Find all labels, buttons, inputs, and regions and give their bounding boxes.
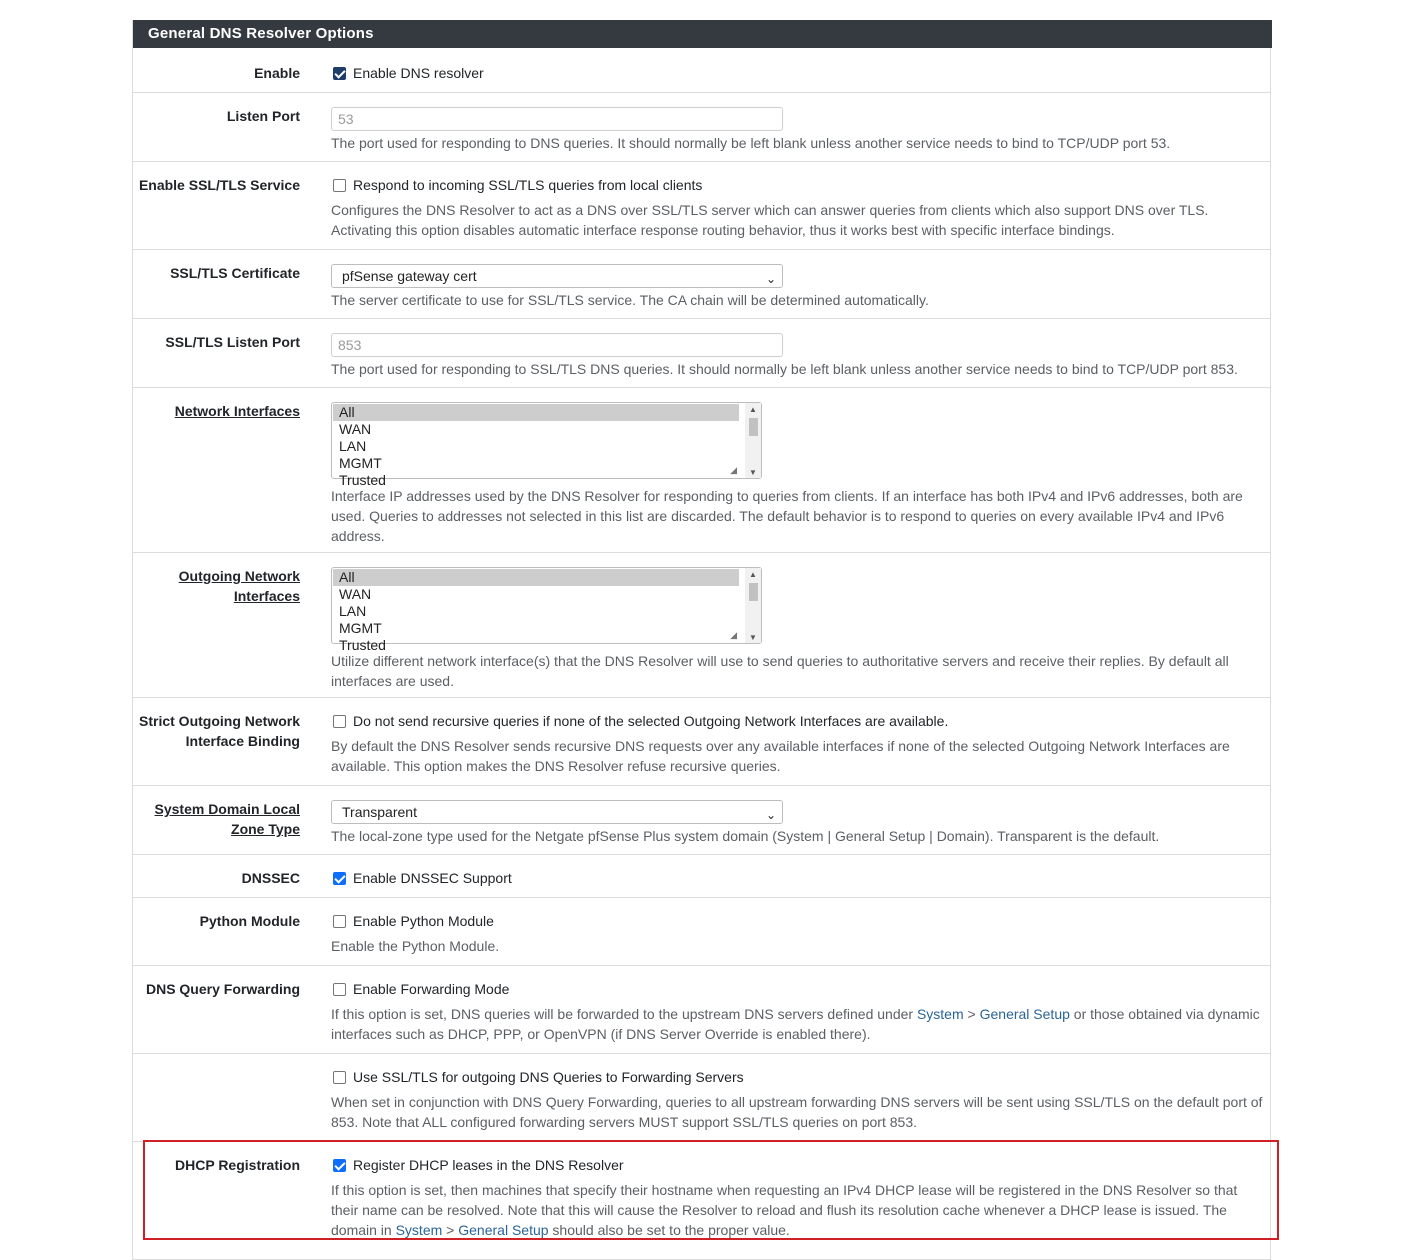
scroll-down-icon[interactable]: ▼ xyxy=(749,468,757,477)
zone-type-help: The local-zone type used for the Netgate pfSense Plus system domain (System | General Setup | Domain). Transparent is the default. xyxy=(331,828,1160,844)
system-link[interactable]: System xyxy=(916,1006,964,1022)
label-network-interfaces: Network Interfaces xyxy=(174,403,300,419)
chevron-down-icon: ⌄ xyxy=(765,808,776,822)
selected-value: pfSense gateway cert xyxy=(342,268,477,284)
ssl-cert-select[interactable] xyxy=(331,264,783,288)
row-enable xyxy=(133,48,1270,93)
label-dhcp-registration: DHCP Registration xyxy=(175,1157,300,1173)
selected-value: Transparent xyxy=(342,804,417,820)
list-item[interactable]: Trusted xyxy=(339,637,386,653)
checkbox-box[interactable] xyxy=(333,915,346,928)
listen-port-input[interactable]: 53 xyxy=(331,107,783,131)
network-interfaces-help: Interface IP addresses used by the DNS Resolver for responding to queries from clients. If an interface has both IPv4 and IPv6 addresses, both are used. Queries to addresses not selected in this list are discarded. The default behavior is to respond to queries on every available IPv4 and IPv6 address. xyxy=(331,488,1243,544)
checkbox-label: Enable Python Module xyxy=(353,913,494,929)
checkbox-label: Enable Forwarding Mode xyxy=(353,981,510,997)
ssl-service-checkbox[interactable] xyxy=(331,175,1263,195)
row-query-forwarding xyxy=(133,966,1270,1054)
label-ssl-cert: SSL/TLS Certificate xyxy=(170,265,300,281)
label-enable: Enable xyxy=(254,65,300,81)
label-python-module: Python Module xyxy=(199,913,300,929)
strict-binding-checkbox[interactable] xyxy=(331,711,1263,731)
scroll-thumb[interactable] xyxy=(749,583,758,601)
row-network-interfaces xyxy=(133,388,1270,553)
label-zone-type: System Domain Local Zone Type xyxy=(154,801,300,837)
checkbox-label: Respond to incoming SSL/TLS queries from local clients xyxy=(353,177,703,193)
checkbox-label: Register DHCP leases in the DNS Resolver xyxy=(353,1157,624,1173)
listen-port-help: The port used for responding to DNS queries. It should normally be left blank unless another service needs to bind to TCP/UDP port 53. xyxy=(331,135,1171,151)
general-setup-link[interactable]: General Setup xyxy=(458,1222,549,1238)
forwarding-tls-checkbox[interactable] xyxy=(331,1067,1263,1087)
label-dnssec: DNSSEC xyxy=(241,870,300,886)
row-ssl-cert xyxy=(133,250,1270,319)
row-ssl-port xyxy=(133,319,1270,388)
list-item[interactable]: All xyxy=(333,569,739,586)
row-listen-port xyxy=(133,93,1270,162)
scroll-up-icon[interactable]: ▲ xyxy=(749,405,757,414)
row-strict-binding xyxy=(133,698,1270,786)
scrollbar[interactable] xyxy=(745,568,761,643)
list-item[interactable]: MGMT xyxy=(339,620,382,636)
ssl-cert-help: The server certificate to use for SSL/TLS service. The CA chain will be determined automatically. xyxy=(331,292,929,308)
row-python-module xyxy=(133,898,1270,966)
outgoing-interfaces-list[interactable] xyxy=(331,567,762,653)
dhcp-registration-checkbox[interactable] xyxy=(331,1155,1263,1175)
label-listen-port: Listen Port xyxy=(226,108,300,124)
checkbox-label: Do not send recursive queries if none of the selected Outgoing Network Interfaces are available. xyxy=(353,713,949,729)
system-link[interactable]: System xyxy=(395,1222,443,1238)
checkbox-box[interactable] xyxy=(333,872,346,885)
python-module-help: Enable the Python Module. xyxy=(331,938,500,954)
enable-dns-resolver-checkbox[interactable] xyxy=(331,63,1263,83)
checkbox-box[interactable] xyxy=(333,1159,346,1172)
resize-grip-icon[interactable]: ◢ xyxy=(730,630,737,640)
scroll-up-icon[interactable]: ▲ xyxy=(749,570,757,579)
list-item[interactable]: LAN xyxy=(339,603,367,619)
label-query-forwarding: DNS Query Forwarding xyxy=(145,981,300,997)
row-ssl-service xyxy=(133,162,1270,250)
label-strict-binding: Strict Outgoing Network Interface Binding xyxy=(139,713,300,749)
ssl-port-input[interactable]: 853 xyxy=(331,333,783,357)
list-item[interactable]: LAN xyxy=(339,438,367,454)
list-item[interactable]: All xyxy=(333,404,739,421)
label-ssl-service: Enable SSL/TLS Service xyxy=(138,177,300,193)
outgoing-interfaces-help: Utilize different network interface(s) that the DNS Resolver will use to send queries to authoritative servers and receive their replies. By default all interfaces are used. xyxy=(331,653,1229,689)
label-outgoing-interfaces: Outgoing Network Interfaces xyxy=(178,568,300,604)
checkbox-box[interactable] xyxy=(333,67,346,80)
chevron-down-icon: ⌄ xyxy=(765,272,776,286)
forwarding-mode-checkbox[interactable] xyxy=(331,979,1263,999)
checkbox-label: Use SSL/TLS for outgoing DNS Queries to Forwarding Servers xyxy=(353,1069,744,1085)
row-dnssec xyxy=(133,855,1270,898)
checkbox-label: Enable DNS resolver xyxy=(353,65,484,81)
forwarding-tls-help: When set in conjunction with DNS Query Forwarding, queries to all upstream forwarding DNS servers will be sent using SSL/TLS on the default port of 853. Note that ALL configured forwarding servers MUST support SSL/TLS queries on port 853. xyxy=(331,1094,1263,1130)
checkbox-label: Enable DNSSEC Support xyxy=(353,870,512,886)
network-interfaces-list[interactable] xyxy=(331,402,762,488)
checkbox-box[interactable] xyxy=(333,715,346,728)
list-item[interactable]: WAN xyxy=(339,421,372,437)
dnssec-checkbox[interactable] xyxy=(331,868,1263,888)
label-ssl-port: SSL/TLS Listen Port xyxy=(165,334,300,350)
ssl-service-help: Configures the DNS Resolver to act as a DNS over SSL/TLS server which can answer queries from clients which also support DNS over TLS. Activating this option disables automatic interface response routing behavior, thus it works best with specific interface bindings. xyxy=(331,202,1209,238)
list-item[interactable]: MGMT xyxy=(339,455,382,471)
list-item[interactable]: WAN xyxy=(339,586,372,602)
checkbox-box[interactable] xyxy=(333,983,346,996)
zone-type-select[interactable] xyxy=(331,800,783,824)
panel-title: General DNS Resolver Options xyxy=(133,20,1272,48)
row-zone-type xyxy=(133,786,1270,855)
checkbox-box[interactable] xyxy=(333,1071,346,1084)
scroll-thumb[interactable] xyxy=(749,418,758,436)
dhcp-registration-help: If this option is set, then machines that specify their hostname when requesting an IPv4 DHCP lease will be registered in the DNS Resolver so that their name can be resolved. Note that this will cause the Resolver to reload and flush its resolution cache whenever a DHCP lease is issued. The domain in System > General Setup should also be set to the proper value. xyxy=(331,1182,1238,1238)
row-forwarding-tls xyxy=(133,1054,1270,1142)
scroll-down-icon[interactable]: ▼ xyxy=(749,633,757,642)
ssl-port-help: The port used for responding to SSL/TLS DNS queries. It should normally be left blank unless another service needs to bind to TCP/UDP port 853. xyxy=(331,361,1238,377)
dns-resolver-options-panel xyxy=(132,20,1271,1260)
scrollbar[interactable] xyxy=(745,403,761,478)
general-setup-link[interactable]: General Setup xyxy=(979,1006,1070,1022)
list-item[interactable]: Trusted xyxy=(339,472,386,488)
resize-grip-icon[interactable]: ◢ xyxy=(730,465,737,475)
row-dhcp-registration xyxy=(133,1142,1270,1260)
checkbox-box[interactable] xyxy=(333,179,346,192)
python-module-checkbox[interactable] xyxy=(331,911,1263,931)
row-outgoing-interfaces xyxy=(133,553,1270,698)
forwarding-help: If this option is set, DNS queries will be forwarded to the upstream DNS servers defined under System > General Setup or those obtained via dynamic interfaces such as DHCP, PPP, or OpenVPN (if DNS Server Override is enabled there). xyxy=(331,1006,1260,1042)
strict-binding-help: By default the DNS Resolver sends recursive DNS requests over any available interfaces if none of the selected Outgoing Network Interfaces are available. This option makes the DNS Resolver refuse recursive queries. xyxy=(331,738,1230,774)
